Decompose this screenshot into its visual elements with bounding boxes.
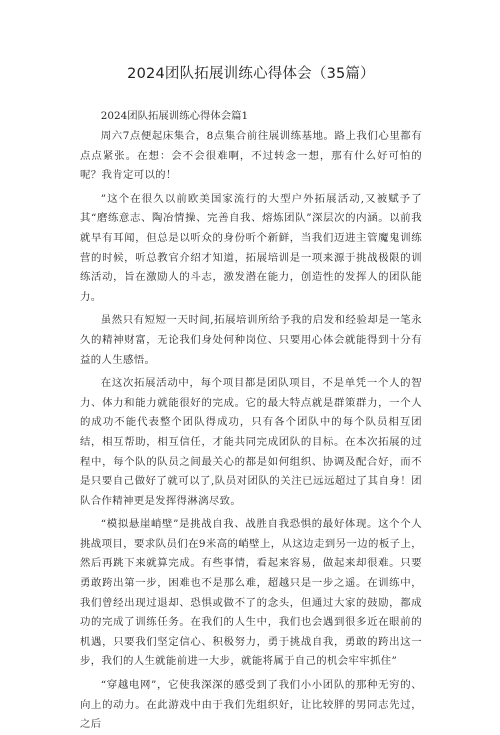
paragraph-2: ”这个在很久以前欧美国家流行的大型户外拓展活动,又被赋予了其“磨练意志、陶冶情操、完善自我、熔炼团队”深层次的内涵。以前我就早有耳闻，但总是以听众的身份听个新鲜，当我们迈进主管魔鬼训练营的时候，听总教官介绍才知道，拓展培训是一项来源于挑战极限的训练活动，旨在激励人的斗志，激发潜在能力，创造性的发挥人的团队能力。 xyxy=(80,192,422,303)
paragraph-6: “穿越电网”，它使我深深的感受到了我们小小团队的那种无穷的、向上的动力。在此游戏中由于我们先组织好，让比较胖的男同志先过，之后 xyxy=(80,679,422,731)
paragraph-1: 周六7点便起床集合，8点集合前往展训练基地。路上我们心里都有点点紧张。在想：会不会很难啊，不过转念一想，那有什么好可怕的呢？我肯定可以的！ xyxy=(80,130,422,182)
paragraph-3: 虽然只有短短一天时间,拓展培训所给予我的启发和经验却是一笔永久的精神财富，无论我们身处何种岗位、只要用心体会就能得到十分有益的人生感悟。 xyxy=(80,314,422,366)
paragraph-4: 在这次拓展活动中，每个项目都是团队项目，不是单凭一个人的智力、体力和能力就能很好的完成。它的最大特点就是群策群力，一个人的成功不能代表整个团队得成功，只有各个团队中的每个队员相互团结，相互帮助，相互信任，才能共同完成团队的目标。在本次拓展的过程中，每个队的队员之间最关心的都是如何组织、协调及配合好，而不是只要自己做好了就可以了,队员对团队的关注已远远超过了其自身！团队合作精神更是发挥得淋漓尽致。 xyxy=(80,377,422,507)
document-title: 2024团队拓展训练心得体会（35篇） xyxy=(127,66,375,82)
section-heading: 2024团队拓展训练心得体会篇1 xyxy=(100,110,249,122)
paragraph-5: “模拟悬崖峭壁”是挑战自我、战胜自我恐惧的最好体现。这个个人挑战项目，要求队员们在9米高的峭壁上，从这边走到另一边的板子上，然后再跳下来就算完成。有些事情，看起来容易，做起来却很难。只要勇敢跨出第一步，困难也不是那么难，超越只是一步之遥。在训练中，我们曾经出现过退却、恐惧或做不了的念头，但通过大家的鼓励，都成功的完成了训练任务。在我们的人生中，我们也会遇到很多近在眼前的机遇，只要我们坚定信心、积极努力，勇于挑战自我，勇敢的跨出这一步，我们的人生就能前进一大步，就能将属于自己的机会牢牢抓住” xyxy=(80,518,422,668)
